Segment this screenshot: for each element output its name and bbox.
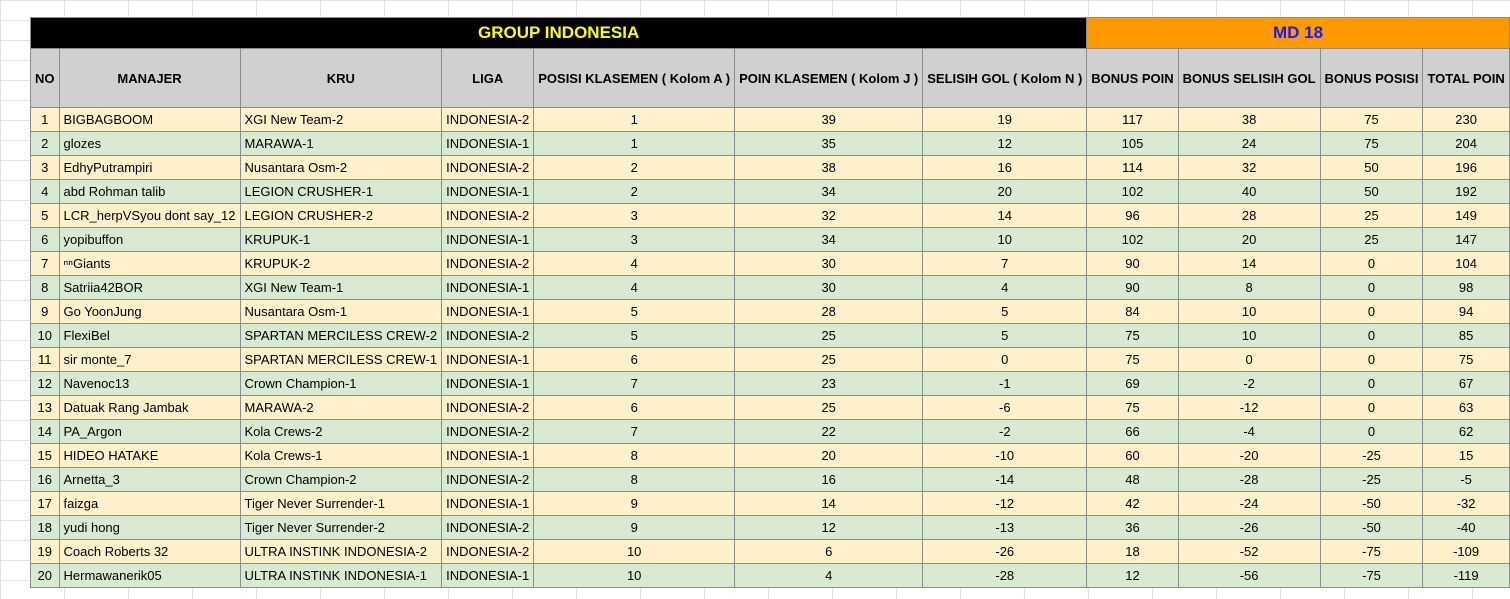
manajer-cell[interactable]: Go YoonJung — [59, 300, 240, 324]
table-row — [31, 108, 1510, 132]
table-row — [31, 492, 1510, 516]
manajer-cell[interactable]: glozes — [59, 132, 240, 156]
no-cell[interactable]: 5 — [31, 204, 60, 228]
selisih-gol-cell[interactable]: 16 — [923, 156, 1087, 180]
liga-cell[interactable]: INDONESIA-1 — [442, 372, 534, 396]
bonus-selisih-gol-cell[interactable]: 10 — [1178, 324, 1320, 348]
bonus-selisih-gol-cell[interactable]: 40 — [1178, 180, 1320, 204]
total-poin-cell[interactable]: 204 — [1423, 132, 1509, 156]
bonus-selisih-gol-cell[interactable]: -28 — [1178, 468, 1320, 492]
liga-cell[interactable]: INDONESIA-1 — [442, 444, 534, 468]
bonus-selisih-gol-cell[interactable]: 0 — [1178, 348, 1320, 372]
poin-klasemen-cell[interactable]: 25 — [735, 396, 923, 420]
posisi-klasemen-cell[interactable]: 7 — [534, 372, 735, 396]
liga-cell[interactable]: INDONESIA-2 — [442, 156, 534, 180]
kru-cell[interactable]: LEGION CRUSHER-2 — [240, 204, 442, 228]
bonus-selisih-gol-cell[interactable]: -26 — [1178, 516, 1320, 540]
bonus-posisi-cell[interactable]: 75 — [1320, 132, 1423, 156]
total-poin-cell[interactable]: -32 — [1423, 492, 1509, 516]
poin-klasemen-cell[interactable]: 22 — [735, 420, 923, 444]
table-row — [31, 444, 1510, 468]
no-cell[interactable]: 2 — [31, 132, 60, 156]
poin-klasemen-cell[interactable]: 6 — [735, 540, 923, 564]
kru-cell[interactable]: SPARTAN MERCILESS CREW-1 — [240, 348, 442, 372]
selisih-gol-cell[interactable]: -1 — [923, 372, 1087, 396]
no-cell[interactable]: 13 — [31, 396, 60, 420]
bonus-posisi-cell[interactable]: -75 — [1320, 564, 1423, 588]
selisih-gol-cell[interactable]: -13 — [923, 516, 1087, 540]
liga-cell[interactable]: INDONESIA-2 — [442, 252, 534, 276]
posisi-klasemen-cell[interactable]: 6 — [534, 396, 735, 420]
no-cell[interactable]: 20 — [31, 564, 60, 588]
selisih-gol-cell[interactable]: -26 — [923, 540, 1087, 564]
kru-cell[interactable]: Nusantara Osm-1 — [240, 300, 442, 324]
total-poin-cell[interactable]: 196 — [1423, 156, 1509, 180]
col-selisih-gol-header[interactable]: SELISIH GOL ( Kolom N ) — [923, 49, 1087, 108]
table-row — [31, 180, 1510, 204]
bonus-selisih-gol-cell[interactable]: 24 — [1178, 132, 1320, 156]
poin-klasemen-cell[interactable]: 34 — [735, 180, 923, 204]
bonus-selisih-gol-cell[interactable]: -4 — [1178, 420, 1320, 444]
table-row — [31, 276, 1510, 300]
no-cell[interactable]: 1 — [31, 108, 60, 132]
bonus-selisih-gol-cell[interactable]: -56 — [1178, 564, 1320, 588]
no-cell[interactable]: 12 — [31, 372, 60, 396]
col-poin-klasemen-header[interactable]: POIN KLASEMEN ( Kolom J ) — [735, 49, 923, 108]
selisih-gol-cell[interactable]: 4 — [923, 276, 1087, 300]
kru-cell[interactable]: Crown Champion-2 — [240, 468, 442, 492]
manajer-cell[interactable]: BIGBAGBOOM — [59, 108, 240, 132]
manajer-cell[interactable]: FlexiBel — [59, 324, 240, 348]
total-poin-cell[interactable]: -119 — [1423, 564, 1509, 588]
selisih-gol-cell[interactable]: 14 — [923, 204, 1087, 228]
bonus-posisi-cell[interactable]: -75 — [1320, 540, 1423, 564]
manajer-cell[interactable]: EdhyPutrampiri — [59, 156, 240, 180]
table-row — [31, 156, 1510, 180]
manajer-cell[interactable]: Satriia42BOR — [59, 276, 240, 300]
poin-klasemen-cell[interactable]: 30 — [735, 276, 923, 300]
col-liga-header[interactable]: LIGA — [442, 49, 534, 108]
manajer-cell[interactable]: sir monte_7 — [59, 348, 240, 372]
manajer-cell[interactable]: HIDEO HATAKE — [59, 444, 240, 468]
bonus-posisi-cell[interactable]: 0 — [1320, 420, 1423, 444]
manajer-cell[interactable]: yopibuffon — [59, 228, 240, 252]
liga-cell[interactable]: INDONESIA-2 — [442, 420, 534, 444]
bonus-selisih-gol-cell[interactable]: 20 — [1178, 228, 1320, 252]
bonus-poin-cell[interactable]: 90 — [1087, 252, 1178, 276]
table-row — [31, 348, 1510, 372]
posisi-klasemen-cell[interactable]: 3 — [534, 228, 735, 252]
posisi-klasemen-cell[interactable]: 6 — [534, 348, 735, 372]
manajer-cell[interactable]: PA_Argon — [59, 420, 240, 444]
liga-cell[interactable]: INDONESIA-2 — [442, 516, 534, 540]
no-cell[interactable]: 10 — [31, 324, 60, 348]
bonus-selisih-gol-cell[interactable]: 8 — [1178, 276, 1320, 300]
col-total-poin-header[interactable]: TOTAL POIN — [1423, 49, 1509, 108]
bonus-posisi-cell[interactable]: 0 — [1320, 252, 1423, 276]
posisi-klasemen-cell[interactable]: 9 — [534, 516, 735, 540]
bonus-posisi-cell[interactable]: 25 — [1320, 204, 1423, 228]
table-row — [31, 468, 1510, 492]
posisi-klasemen-cell[interactable]: 4 — [534, 276, 735, 300]
liga-cell[interactable]: INDONESIA-2 — [442, 324, 534, 348]
posisi-klasemen-cell[interactable]: 8 — [534, 468, 735, 492]
no-cell[interactable]: 6 — [31, 228, 60, 252]
poin-klasemen-cell[interactable]: 38 — [735, 156, 923, 180]
bonus-posisi-cell[interactable]: 0 — [1320, 396, 1423, 420]
bonus-selisih-gol-cell[interactable]: -52 — [1178, 540, 1320, 564]
bonus-posisi-cell[interactable]: 0 — [1320, 276, 1423, 300]
poin-klasemen-cell[interactable]: 20 — [735, 444, 923, 468]
table-row — [31, 420, 1510, 444]
bonus-poin-cell[interactable]: 114 — [1087, 156, 1178, 180]
bonus-selisih-gol-cell[interactable]: -20 — [1178, 444, 1320, 468]
manajer-cell[interactable]: LCR_herpVSyou dont say_12 — [59, 204, 240, 228]
table-row — [31, 228, 1510, 252]
no-cell[interactable]: 4 — [31, 180, 60, 204]
liga-cell[interactable]: INDONESIA-2 — [442, 468, 534, 492]
total-poin-cell[interactable]: 192 — [1423, 180, 1509, 204]
selisih-gol-cell[interactable]: 10 — [923, 228, 1087, 252]
table-row — [31, 396, 1510, 420]
bonus-poin-cell[interactable]: 75 — [1087, 348, 1178, 372]
table-body — [31, 108, 1510, 588]
kru-cell[interactable]: Kola Crews-2 — [240, 420, 442, 444]
bonus-poin-cell[interactable]: 69 — [1087, 372, 1178, 396]
selisih-gol-cell[interactable]: 19 — [923, 108, 1087, 132]
kru-cell[interactable]: ULTRA INSTINK INDONESIA-2 — [240, 540, 442, 564]
bonus-poin-cell[interactable]: 48 — [1087, 468, 1178, 492]
selisih-gol-cell[interactable]: -28 — [923, 564, 1087, 588]
kru-cell[interactable]: XGI New Team-1 — [240, 276, 442, 300]
liga-cell[interactable]: INDONESIA-1 — [442, 132, 534, 156]
selisih-gol-cell[interactable]: 0 — [923, 348, 1087, 372]
table-row — [31, 132, 1510, 156]
total-poin-cell[interactable]: -40 — [1423, 516, 1509, 540]
table-row — [31, 204, 1510, 228]
posisi-klasemen-cell[interactable]: 2 — [534, 180, 735, 204]
bonus-posisi-cell[interactable]: 0 — [1320, 324, 1423, 348]
bonus-selisih-gol-cell[interactable]: -12 — [1178, 396, 1320, 420]
bonus-poin-cell[interactable]: 96 — [1087, 204, 1178, 228]
total-poin-cell[interactable]: 75 — [1423, 348, 1509, 372]
total-poin-cell[interactable]: 147 — [1423, 228, 1509, 252]
bonus-poin-cell[interactable]: 102 — [1087, 228, 1178, 252]
bonus-poin-cell[interactable]: 84 — [1087, 300, 1178, 324]
kru-cell[interactable]: ULTRA INSTINK INDONESIA-1 — [240, 564, 442, 588]
bonus-selisih-gol-cell[interactable]: 28 — [1178, 204, 1320, 228]
bonus-poin-cell[interactable]: 75 — [1087, 396, 1178, 420]
bonus-poin-cell[interactable]: 75 — [1087, 324, 1178, 348]
bonus-posisi-cell[interactable]: -25 — [1320, 468, 1423, 492]
bonus-selisih-gol-cell[interactable]: 32 — [1178, 156, 1320, 180]
posisi-klasemen-cell[interactable]: 4 — [534, 252, 735, 276]
selisih-gol-cell[interactable]: -12 — [923, 492, 1087, 516]
manajer-cell[interactable]: Coach Roberts 32 — [59, 540, 240, 564]
kru-cell[interactable]: MARAWA-1 — [240, 132, 442, 156]
bonus-selisih-gol-cell[interactable]: 10 — [1178, 300, 1320, 324]
table-row — [31, 516, 1510, 540]
total-poin-cell[interactable]: 63 — [1423, 396, 1509, 420]
selisih-gol-cell[interactable]: -2 — [923, 420, 1087, 444]
manajer-cell[interactable]: yudi hong — [59, 516, 240, 540]
no-cell[interactable]: 7 — [31, 252, 60, 276]
selisih-gol-cell[interactable]: -10 — [923, 444, 1087, 468]
posisi-klasemen-cell[interactable]: 5 — [534, 324, 735, 348]
liga-cell[interactable]: INDONESIA-1 — [442, 348, 534, 372]
table-row — [31, 252, 1510, 276]
manajer-cell[interactable]: abd Rohman talib — [59, 180, 240, 204]
bonus-poin-cell[interactable]: 42 — [1087, 492, 1178, 516]
no-cell[interactable]: 14 — [31, 420, 60, 444]
liga-cell[interactable]: INDONESIA-2 — [442, 204, 534, 228]
posisi-klasemen-cell[interactable]: 2 — [534, 156, 735, 180]
bonus-poin-cell[interactable]: 66 — [1087, 420, 1178, 444]
posisi-klasemen-cell[interactable]: 1 — [534, 132, 735, 156]
no-cell[interactable]: 15 — [31, 444, 60, 468]
liga-cell[interactable]: INDONESIA-2 — [442, 540, 534, 564]
liga-cell[interactable]: INDONESIA-1 — [442, 564, 534, 588]
col-posisi-klasemen-header[interactable]: POSISI KLASEMEN ( Kolom A ) — [534, 49, 735, 108]
table-row — [31, 564, 1510, 588]
poin-klasemen-cell[interactable]: 34 — [735, 228, 923, 252]
no-cell[interactable]: 11 — [31, 348, 60, 372]
bonus-poin-cell[interactable]: 90 — [1087, 276, 1178, 300]
poin-klasemen-cell[interactable]: 16 — [735, 468, 923, 492]
bonus-poin-cell[interactable]: 117 — [1087, 108, 1178, 132]
selisih-gol-cell[interactable]: -6 — [923, 396, 1087, 420]
posisi-klasemen-cell[interactable]: 10 — [534, 564, 735, 588]
bonus-poin-cell[interactable]: 18 — [1087, 540, 1178, 564]
kru-cell[interactable]: Nusantara Osm-2 — [240, 156, 442, 180]
banner-row — [31, 18, 1510, 49]
selisih-gol-cell[interactable]: -14 — [923, 468, 1087, 492]
no-cell[interactable]: 16 — [31, 468, 60, 492]
total-poin-cell[interactable]: -109 — [1423, 540, 1509, 564]
bonus-selisih-gol-cell[interactable]: 38 — [1178, 108, 1320, 132]
no-cell[interactable]: 17 — [31, 492, 60, 516]
md-title[interactable]: MD 18 — [1087, 18, 1509, 49]
poin-klasemen-cell[interactable]: 14 — [735, 492, 923, 516]
kru-cell[interactable]: LEGION CRUSHER-1 — [240, 180, 442, 204]
no-cell[interactable]: 3 — [31, 156, 60, 180]
bonus-posisi-cell[interactable]: 50 — [1320, 180, 1423, 204]
col-bonus-poin-header[interactable]: BONUS POIN — [1087, 49, 1178, 108]
liga-cell[interactable]: INDONESIA-2 — [442, 396, 534, 420]
liga-cell[interactable]: INDONESIA-1 — [442, 300, 534, 324]
poin-klasemen-cell[interactable]: 23 — [735, 372, 923, 396]
total-poin-cell[interactable]: 85 — [1423, 324, 1509, 348]
bonus-poin-cell[interactable]: 60 — [1087, 444, 1178, 468]
selisih-gol-cell[interactable]: 5 — [923, 324, 1087, 348]
liga-cell[interactable]: INDONESIA-2 — [442, 108, 534, 132]
kru-cell[interactable]: Tiger Never Surrender-2 — [240, 516, 442, 540]
kru-cell[interactable]: XGI New Team-2 — [240, 108, 442, 132]
bonus-posisi-cell[interactable]: 0 — [1320, 348, 1423, 372]
total-poin-cell[interactable]: 94 — [1423, 300, 1509, 324]
poin-klasemen-cell[interactable]: 39 — [735, 108, 923, 132]
manajer-cell[interactable]: Arnetta_3 — [59, 468, 240, 492]
manajer-cell[interactable]: Hermawanerik05 — [59, 564, 240, 588]
bonus-poin-cell[interactable]: 36 — [1087, 516, 1178, 540]
posisi-klasemen-cell[interactable]: 10 — [534, 540, 735, 564]
liga-cell[interactable]: INDONESIA-1 — [442, 276, 534, 300]
group-title[interactable]: GROUP INDONESIA — [31, 18, 1087, 49]
bonus-selisih-gol-cell[interactable]: 14 — [1178, 252, 1320, 276]
total-poin-cell[interactable]: 67 — [1423, 372, 1509, 396]
no-cell[interactable]: 9 — [31, 300, 60, 324]
table-row — [31, 324, 1510, 348]
total-poin-cell[interactable]: 230 — [1423, 108, 1509, 132]
selisih-gol-cell[interactable]: 12 — [923, 132, 1087, 156]
poin-klasemen-cell[interactable]: 32 — [735, 204, 923, 228]
kru-cell[interactable]: KRUPUK-2 — [240, 252, 442, 276]
selisih-gol-cell[interactable]: 20 — [923, 180, 1087, 204]
poin-klasemen-cell[interactable]: 25 — [735, 324, 923, 348]
poin-klasemen-cell[interactable]: 12 — [735, 516, 923, 540]
bonus-poin-cell[interactable]: 12 — [1087, 564, 1178, 588]
col-kru-header[interactable]: KRU — [240, 49, 442, 108]
bonus-posisi-cell[interactable]: 50 — [1320, 156, 1423, 180]
liga-cell[interactable]: INDONESIA-1 — [442, 180, 534, 204]
poin-klasemen-cell[interactable]: 4 — [735, 564, 923, 588]
bonus-selisih-gol-cell[interactable]: -24 — [1178, 492, 1320, 516]
posisi-klasemen-cell[interactable]: 9 — [534, 492, 735, 516]
poin-klasemen-cell[interactable]: 30 — [735, 252, 923, 276]
posisi-klasemen-cell[interactable]: 7 — [534, 420, 735, 444]
bonus-posisi-cell[interactable]: -25 — [1320, 444, 1423, 468]
total-poin-cell[interactable]: 15 — [1423, 444, 1509, 468]
col-bonus-selisih-gol-header[interactable]: BONUS SELISIH GOL — [1178, 49, 1320, 108]
selisih-gol-cell[interactable]: 5 — [923, 300, 1087, 324]
manajer-cell[interactable]: faizga — [59, 492, 240, 516]
selisih-gol-cell[interactable]: 7 — [923, 252, 1087, 276]
bonus-posisi-cell[interactable]: 0 — [1320, 300, 1423, 324]
kru-cell[interactable]: Tiger Never Surrender-1 — [240, 492, 442, 516]
total-poin-cell[interactable]: 62 — [1423, 420, 1509, 444]
poin-klasemen-cell[interactable]: 25 — [735, 348, 923, 372]
manajer-cell[interactable]: Navenoc13 — [59, 372, 240, 396]
bonus-posisi-cell[interactable]: -50 — [1320, 516, 1423, 540]
kru-cell[interactable]: Crown Champion-1 — [240, 372, 442, 396]
manajer-cell[interactable]: ⁿⁿGiants — [59, 252, 240, 276]
liga-cell[interactable]: INDONESIA-1 — [442, 492, 534, 516]
posisi-klasemen-cell[interactable]: 1 — [534, 108, 735, 132]
bonus-selisih-gol-cell[interactable]: -2 — [1178, 372, 1320, 396]
bonus-posisi-cell[interactable]: -50 — [1320, 492, 1423, 516]
col-manajer-header[interactable]: MANAJER — [59, 49, 240, 108]
kru-cell[interactable]: KRUPUK-1 — [240, 228, 442, 252]
posisi-klasemen-cell[interactable]: 8 — [534, 444, 735, 468]
no-cell[interactable]: 18 — [31, 516, 60, 540]
col-bonus-posisi-header[interactable]: BONUS POSISI — [1320, 49, 1423, 108]
col-no-header[interactable]: NO — [31, 49, 60, 108]
posisi-klasemen-cell[interactable]: 5 — [534, 300, 735, 324]
manajer-cell[interactable]: Datuak Rang Jambak — [59, 396, 240, 420]
kru-cell[interactable]: MARAWA-2 — [240, 396, 442, 420]
standings-table — [30, 17, 1510, 588]
table-row — [31, 300, 1510, 324]
bonus-posisi-cell[interactable]: 75 — [1320, 108, 1423, 132]
kru-cell[interactable]: Kola Crews-1 — [240, 444, 442, 468]
poin-klasemen-cell[interactable]: 35 — [735, 132, 923, 156]
table-row — [31, 372, 1510, 396]
poin-klasemen-cell[interactable]: 28 — [735, 300, 923, 324]
total-poin-cell[interactable]: 98 — [1423, 276, 1509, 300]
column-header-row — [31, 49, 1510, 108]
table-row — [31, 540, 1510, 564]
no-cell[interactable]: 8 — [31, 276, 60, 300]
no-cell[interactable]: 19 — [31, 540, 60, 564]
liga-cell[interactable]: INDONESIA-1 — [442, 228, 534, 252]
bonus-poin-cell[interactable]: 102 — [1087, 180, 1178, 204]
posisi-klasemen-cell[interactable]: 3 — [534, 204, 735, 228]
bonus-posisi-cell[interactable]: 0 — [1320, 372, 1423, 396]
bonus-posisi-cell[interactable]: 25 — [1320, 228, 1423, 252]
total-poin-cell[interactable]: 104 — [1423, 252, 1509, 276]
bonus-poin-cell[interactable]: 105 — [1087, 132, 1178, 156]
kru-cell[interactable]: SPARTAN MERCILESS CREW-2 — [240, 324, 442, 348]
total-poin-cell[interactable]: -5 — [1423, 468, 1509, 492]
total-poin-cell[interactable]: 149 — [1423, 204, 1509, 228]
